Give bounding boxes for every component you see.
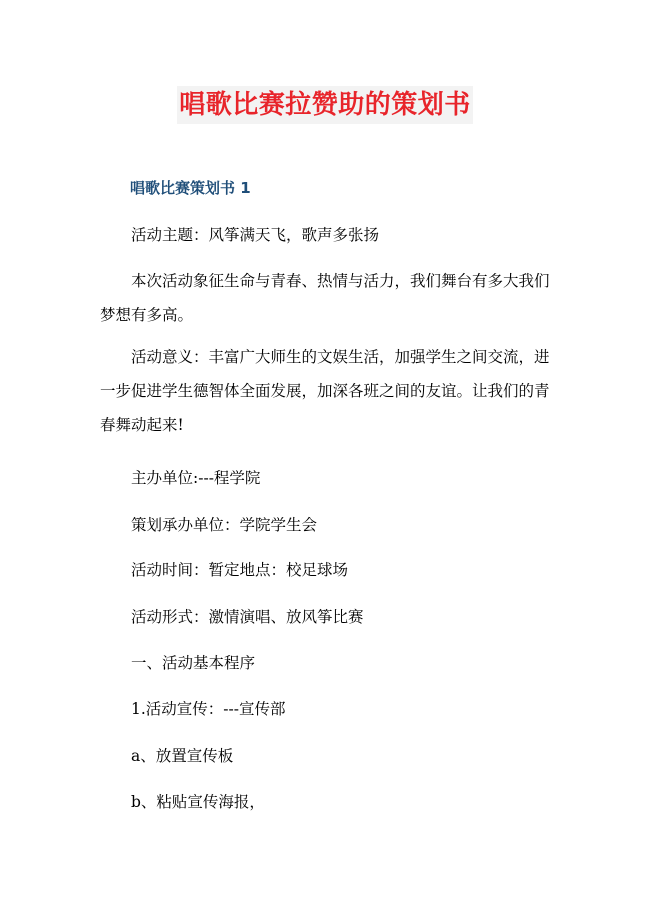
paragraph-time-location: 活动时间：暂定地点：校足球场 [131, 561, 349, 579]
document-title: 唱歌比赛拉赞助的策划书 [177, 86, 473, 124]
paragraph-organizer: 主办单位:---程学院 [131, 469, 261, 487]
paragraph-activity-theme: 活动主题：风筝满天飞，歌声多张扬 [131, 226, 380, 244]
list-item-display-board: a、放置宣传板 [131, 747, 234, 765]
paragraph-basic-procedure: 一、活动基本程序 [131, 654, 256, 672]
paragraph-activity-symbolism: 本次活动象征生命与青春、热情与活力，我们舞台有多大我们梦想有多高。 [100, 272, 550, 324]
paragraph-activity-significance: 活动意义：丰富广大师生的文娱生活，加强学生之间交流，进一步促进学生德智体全面发展，加深各班之间的友谊。让我们的青春舞动起来! [100, 348, 550, 434]
paragraph-publicity: 1.活动宣传：---宣传部 [131, 700, 286, 718]
paragraph-planning-unit: 策划承办单位：学院学生会 [131, 516, 318, 534]
section-heading: 唱歌比赛策划书 1 [130, 179, 251, 197]
list-item-posters: b、粘贴宣传海报， [131, 793, 265, 811]
title-container [0, 86, 650, 124]
paragraph-activity-format: 活动形式：激情演唱、放风筝比赛 [131, 608, 364, 626]
